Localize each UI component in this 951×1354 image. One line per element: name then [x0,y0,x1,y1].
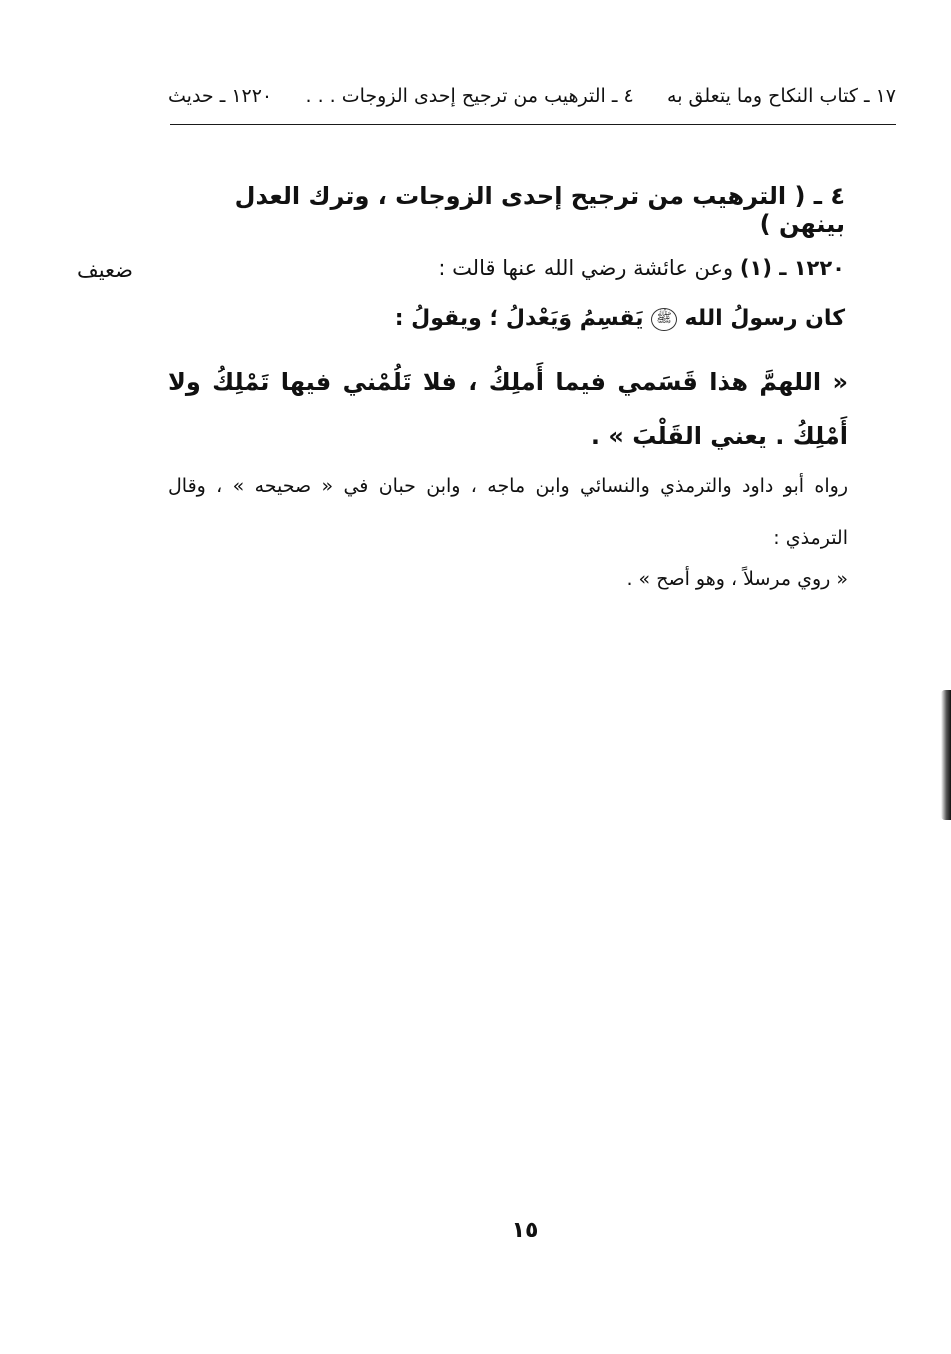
section-title: ٤ ـ ( الترهيب من ترجيح إحدى الزوجات ، وترك العدل بينهن ) [234,182,845,238]
header-divider [170,124,896,125]
hadith-intro-text: وعن عائشة رضي الله عنها قالت : [438,256,734,280]
takhrij-text: رواه أبو داود والترمذي والنسائي وابن ماجه ، وابن حبان في « صحيحه » ، وقال الترمذي : [168,475,848,549]
narration-end: يَقسِمُ وَيَعْدلُ ؛ ويقولُ : [394,306,644,331]
hadith-narration [380,306,845,331]
narration-start: كان رسولُ الله [684,306,845,331]
binding-edge-shadow [941,690,951,820]
hadith-intro [400,256,845,280]
running-header [168,78,896,114]
header-hadith-ref: ١٢٢٠ ـ حديث [168,85,273,107]
header-chapter: ١٧ ـ كتاب النكاح وما يتعلق به [667,85,896,107]
header-section: ٤ ـ الترهيب من ترجيح إحدى الزوجات . . . [305,85,634,107]
hadith-grade-label: ضعيف [76,258,134,282]
page-number: ١٥ [511,1218,539,1243]
salutation-mark: ﷺ [651,308,677,331]
hadith-quote: « اللهمَّ هذا قَسَمي فيما أَملِكُ ، فلا تَلُمْني فيها تَمْلِكُ ولا أَمْلِكُ . يعني القَلْبَ » . [168,368,848,450]
takhrij-quote: « روي مرسلاً ، وهو أصح » . [626,568,848,590]
hadith-number: ١٢٢٠ ـ (١) [739,256,845,280]
